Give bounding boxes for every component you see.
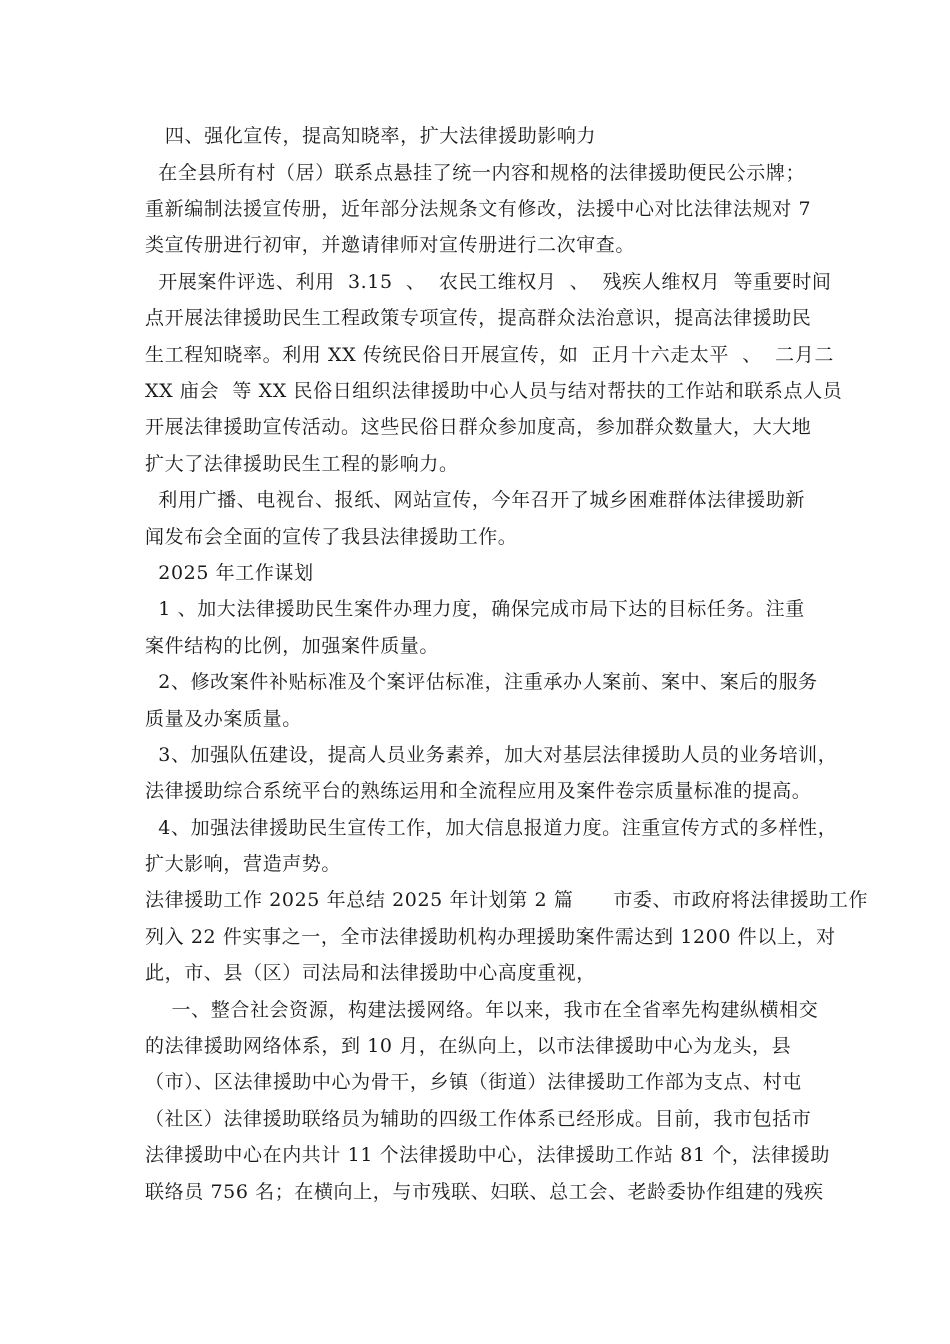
paragraph-line: （市）、区法律援助中心为骨干，乡镇（街道）法律援助工作部为支点、村屯 xyxy=(145,1071,802,1093)
paragraph-line: 类宣传册进行初审，并邀请律师对宣传册进行二次审查。 xyxy=(145,234,636,256)
paragraph-line: 开展法律援助宣传活动。这些民俗日群众参加度高，参加群众数量大，大大地 xyxy=(145,416,812,438)
paragraph-line: （社区）法律援助联络员为辅助的四级工作体系已经形成。目前，我市包括市 xyxy=(145,1108,812,1130)
paragraph-line: 法律援助综合系统平台的熟练运用和全流程应用及案件卷宗质量标准的提高。 xyxy=(145,780,812,802)
article-title-line: 法律援助工作 2025 年总结 2025 年计划第 2 篇 市委、市政府将法律援助工作 xyxy=(145,889,869,911)
paragraph-line: 在全县所有村（居）联系点悬挂了统一内容和规格的法律援助便民公示牌； xyxy=(145,162,806,184)
paragraph-line: 利用广播、电视台、报纸、网站宣传，今年召开了城乡困难群体法律援助新 xyxy=(145,489,806,511)
paragraph-line: 扩大影响，营造声势。 xyxy=(145,853,342,875)
paragraph-line: XX 庙会 等 XX 民俗日组织法律援助中心人员与结对帮扶的工作站和联系点人员 xyxy=(145,380,843,402)
paragraph-line: 4、加强法律援助民生宣传工作，加大信息报道力度。注重宣传方式的多样性， xyxy=(145,817,838,839)
paragraph-line: 质量及办案质量。 xyxy=(145,708,302,730)
paragraph-line: 重新编制法援宣传册，近年部分法规条文有修改，法援中心对比法律法规对 7 xyxy=(145,198,812,220)
paragraph-line: 的法律援助网络体系，到 10 月，在纵向上，以市法律援助中心为龙头，县 xyxy=(145,1035,792,1057)
section-heading-plan: 2025 年工作谋划 xyxy=(145,562,314,584)
paragraph-line: 扩大了法律援助民生工程的影响力。 xyxy=(145,453,459,475)
paragraph-line: 联络员 756 名；在横向上，与市残联、妇联、总工会、老龄委协作组建的残疾 xyxy=(145,1181,824,1203)
paragraph-line: 一、整合社会资源，构建法援网络。年以来，我市在全省率先构建纵横相交 xyxy=(145,999,819,1021)
paragraph-line: 生工程知晓率。利用 XX 传统民俗日开展宣传，如 正月十六走太平 、 二月二 xyxy=(145,344,834,366)
paragraph-line: 点开展法律援助民生工程政策专项宣传，提高群众法治意识，提高法律援助民 xyxy=(145,307,812,329)
paragraph-line: 此，市、县（区）司法局和法律援助中心高度重视， xyxy=(145,962,596,984)
section-heading-publicity: 四、强化宣传，提高知晓率，扩大法律援助影响力 xyxy=(145,125,597,147)
paragraph-line: 1 、加大法律援助民生案件办理力度，确保完成市局下达的目标任务。注重 xyxy=(145,598,805,620)
paragraph-line: 2、修改案件补贴标准及个案评估标准，注重承办人案前、案中、案后的服务 xyxy=(145,671,818,693)
paragraph-line: 开展案件评选、利用 3.15 、 农民工维权月 、 残疾人维权月 等重要时间 xyxy=(145,271,832,293)
paragraph-line: 闻发布会全面的宣传了我县法律援助工作。 xyxy=(145,526,518,548)
paragraph-line: 列入 22 件实事之一，全市法律援助机构办理援助案件需达到 1200 件以上，对 xyxy=(145,926,836,948)
paragraph-line: 3、加强队伍建设，提高人员业务素养，加大对基层法律援助人员的业务培训， xyxy=(145,744,838,766)
paragraph-line: 案件结构的比例，加强案件质量。 xyxy=(145,635,440,657)
paragraph-line: 法律援助中心在内共计 11 个法律援助中心，法律援助工作站 81 个，法律援助 xyxy=(145,1144,830,1166)
